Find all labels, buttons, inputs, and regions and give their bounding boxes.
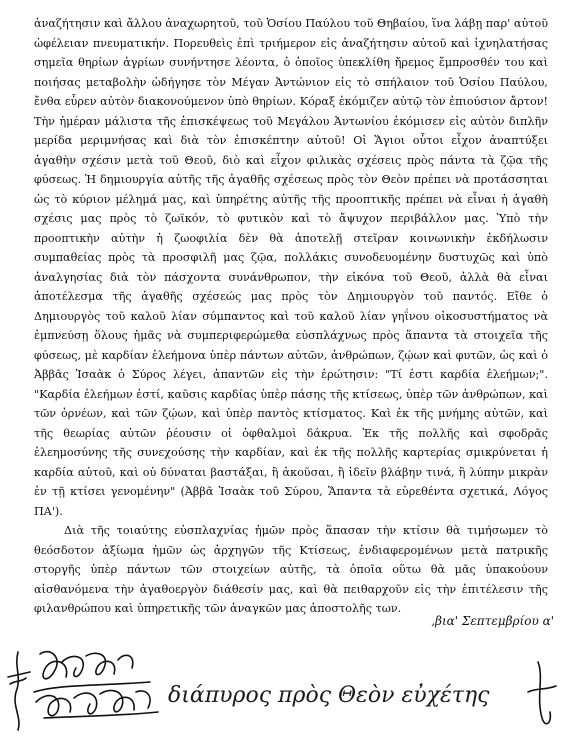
paragraph-2: Διὰ τῆς τοιαύτης εὐσπλαχνίας ἡμῶν πρὸς ἅπασαν τὴν κτίσιν θὰ τιμήσωμεν τὸ θεόσδοτον ἀξίωμα ἡμῶν ὡς ἀρχηγῶν τῆς Κτίσεως, ἐνδιαφερομένων μετὰ πατρικῆς στοργῆς ὑπὲρ πάντων τῶν στοιχείων αὐτῆς, τὰ ὁποῖα οὕτω θὰ μᾶς ὑπακούουν αἰσθανόμενα τὴν ἀγαθοεργὸν διάθεσίν μας, καὶ θὰ πειθαρχοῦν εἰς τὴν ἐπιτέλεσιν τῆς φιλανθρώπου καὶ ὑπηρετικῆς τῶν ἀναγκῶν μας ἀποστολῆς των.	[34, 524, 548, 615]
date-line: ,βια' Σεπτεμβρίου α'	[431, 614, 554, 628]
signature-text: διάπυρος πρὸς Θεὸν εὐχέτης	[168, 683, 490, 708]
handwritten-signature	[0, 632, 580, 742]
letter-body	[34, 14, 548, 619]
paragraph-1: ἀναζήτησιν καὶ ἄλλου ἀναχωρητοῦ, τοῦ Ὁσίου Παύλου τοῦ Θηβαίου, ἵνα λάβῃ παρ' αὐτοῦ ὠφέλειαν πνευματικήν. Πορευθεὶς ἐπὶ τριήμερον εἰς ἀναζήτησιν αὐτοῦ καὶ ἰχνηλατήσας σημεῖα θηρίων ἀγρίων συνήντησε λέοντα, ὁ ὁποῖος ὑπεκλίθη ἤρεμος ἔμπροσθέν του καὶ ποιήσας μεταβολὴν ὡδήγησε τὸν Μέγαν Ἀντώνιον εἰς τὸ σπήλαιον τοῦ Ὁσίου Παύλου, ἔνθα εὗρεν αὐτὸν διακονούμενον ὑπὸ θηρίων. Κόραξ ἐκόμιζεν αὐτῷ τὸν ἐπιούσιον ἄρτον! Τὴν ἡμέραν μάλιστα τῆς ἐπισκέψεως τοῦ Μεγάλου Ἀντωνίου ἐκόμισεν εἰς αὐτὸν διπλῆν μερίδα μεριμνήσας καὶ διὰ τὸν ἐπισκέπτην αὐτοῦ! Οἱ Ἅγιοι οὗτοι εἶχον ἀναπτύξει ἀγαθὴν σχέσιν μετὰ τοῦ Θεοῦ, διὸ καὶ εἶχον φιλικὰς σχέσεις πρὸς πάντα τὰ ζῷα τῆς φύσεως. Ἡ δημιουργία αὐτῆς τῆς ἀγαθῆς σχέσεως πρὸς τὸν Θεὸν πρέπει νὰ προτάσσηται ὡς τὸ κύριον μέλημά μας, καὶ ὑπηρέτης αὐτῆς τῆς προοπτικῆς πρέπει νὰ εἶναι ἡ ἀγαθὴ σχέσις μας πρὸς τὸ ζωϊκόν, τὸ φυτικὸν καὶ τὸ ἄψυχον περιβάλλον μας. Ὑπὸ τὴν προοπτικὴν αὐτὴν ἡ ζωοφιλία δὲν θὰ ἀποτελῇ στεῖραν κοινωνικὴν ἐκδήλωσιν συμπαθείας πρὸς τὰ προσφιλῆ μας ζῷα, πολλάκις συνοδευομένην δυστυχῶς καὶ ὑπὸ ἀναλγησίας διὰ τὸν πάσχοντα συνάνθρωπον, τὴν εἰκόνα τοῦ Θεοῦ, ἀλλὰ θὰ εἶναι ἀποτέλεσμα τῆς ἀγαθῆς σχέσεώς μας πρὸς τὸν Δημιουργὸν τοῦ παντός. Εἴθε ὁ Δημιουργὸς τοῦ καλοῦ λίαν σύμπαντος καὶ τοῦ καλοῦ λίαν γηΐνου οἰκοσυστήματος νὰ ἐμπνεύσῃ ὅλους ἡμᾶς νὰ συμπεριφερώμεθα εὐσπλάχνως πρὸς ἅπαντα τὰ στοιχεῖα τῆς φύσεως, μὲ καρδίαν ἐλεήμονα ὑπὲρ πάντων αὐτῶν, ἀνθρώπων, ζῴων καὶ φυτῶν, ὡς καὶ ὁ Ἀββᾶς Ἰσαὰκ ὁ Σύρος λέγει, ἀπαντῶν εἰς τὴν ἐρώτησιν: "Τί ἐστι καρδία ἐλεήμων;". "Καρδία ἐλεήμων ἐστί, καῦσις καρδίας ὑπὲρ πάσης τῆς κτίσεως, ὑπὲρ τῶν ἀνθρώπων, καὶ τῶν ὀρνέων, καὶ τῶν ζῴων, καὶ ὑπὲρ παντὸς κτίσματος. Καὶ ἐκ τῆς μνήμης αὐτῶν, καὶ τῆς θεωρίας αὐτῶν ῥέουσιν οἱ ὀφθαλμοὶ δάκρυα. Ἐκ τῆς πολλῆς καὶ σφοδρᾶς ἐλεημοσύνης τῆς συνεχούσης τὴν καρδίαν, καὶ ἐκ τῆς πολλῆς καρτερίας σμικρύνεται ἡ καρδία αὐτοῦ, καὶ οὐ δύναται βαστάξαι, ἢ ἀκοῦσαι, ἢ ἰδεῖν βλάβην τινά, ἢ λύπην μικρὰν ἐν τῇ κτίσει γενομένην" (Ἀββᾶ Ἰσαὰκ τοῦ Σύρου, Ἅπαντα τὰ εὑρεθέντα σχετικά, Λόγος ΠΑ').	[34, 17, 549, 518]
signature-monogram	[8, 652, 158, 730]
